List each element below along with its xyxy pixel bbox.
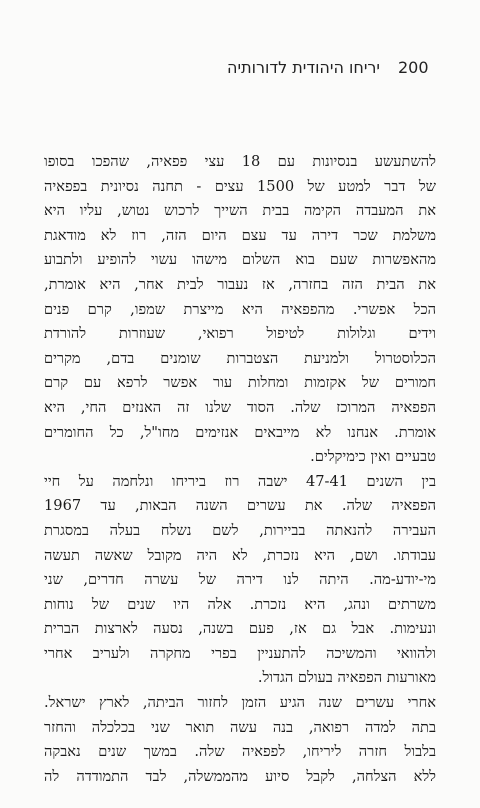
- page-number: 200: [398, 58, 429, 77]
- text-line: ונעימות. אבל גם אז, פעם בשנה, נסעה לארצות הברית: [44, 620, 436, 638]
- text-line: אומרת. אנחנו לא מייבאים אנזימים מחו"ל, כל החומרים: [44, 423, 436, 441]
- text-line: להשתעשע בנסיונות עם 18 עצי פפאיה, שהפכו בסופו: [44, 153, 436, 170]
- text-line: אחרי עשרים שנה הגיע הזמן לחזור הביתה, לארץ ישראל.: [44, 694, 436, 712]
- text-line: ללא הצלחה, לקבל סיוע מהממשלה, לבד התמודדה לה: [44, 767, 436, 785]
- running-title: יריחו היהודית לדורותיה: [227, 58, 380, 77]
- text-line: משלמת שכר דירה עד עצם היום הזה, רוז לא מודאגת: [44, 226, 436, 244]
- text-line: ולהוואי והמשיכה להתעניין בפרי מחקרה ולעריב אחרי: [44, 644, 436, 662]
- text-line: מי-יודע-מה. היתה לנו דירה של עשרה חדרים, שני: [44, 571, 436, 589]
- text-line: בין השנים 47-41 ישבה רוז ביריחו ונלחמה על חיי: [44, 472, 436, 490]
- text-line: העבירה להנאתה בביירות, לשם נשלח בעלה במסגרת: [44, 521, 436, 539]
- text-line: הפפאיה שלה. את עשרים השנה הבאות, עד 1967: [44, 497, 436, 515]
- text-line: את הבית הזה בחזרה, אז נעבור לבית אחר, היא אומרת,: [44, 275, 436, 293]
- text-line: טבעיים ואין כימיקלים.: [310, 448, 436, 466]
- text-line: בלבול חזרה ליריחו, לפפאיה שלה. במשך שנים נאבקה: [44, 743, 436, 761]
- text-line: בתה למדה רפואה, בנה עשה תואר שני בכלכלה והחזר: [44, 718, 436, 736]
- text-line: מאורעות הפפאיה בעולם הגדול.: [257, 669, 436, 687]
- text-line: את המעבדה הקימה בבית השייך לרכוש נטוש, עליו היא: [44, 202, 436, 220]
- text-line: של דבר למטע של 1500 עצים - תחנה נסיונית בפפאיה: [44, 177, 436, 195]
- text-line: חמורים של אקזמות ומחלות עור אפשר לרפא עם קרם: [44, 374, 436, 392]
- text-line: מהאפשרות שעם בוא השלום מישהו עשוי להופיע ולתבוע: [44, 251, 436, 269]
- text-line: משרתים ונהג, היא נזכרת. אלה היו שנים של נוחות: [44, 595, 436, 613]
- text-line: הכלוסטרול ולמניעת הצטברות שומנים בדם, מקרים: [44, 349, 436, 367]
- text-line: וידים וגלולות לטיפול רפואי, שעוזרות להורדת: [44, 325, 436, 343]
- text-line: הכל אפשרי. מהפפאיה היא מייצרת שמפו, קרם פנים: [44, 300, 436, 318]
- text-line: עבודתו. ושם, היא נזכרת, לא היה מקובל שאשה תעשה: [44, 546, 436, 564]
- body-text: [44, 150, 436, 789]
- page-header: [0, 58, 480, 88]
- text-line: הפפאיה המרוכז שלה. הסוד שלנו זה האנזים החי, היא: [44, 398, 436, 416]
